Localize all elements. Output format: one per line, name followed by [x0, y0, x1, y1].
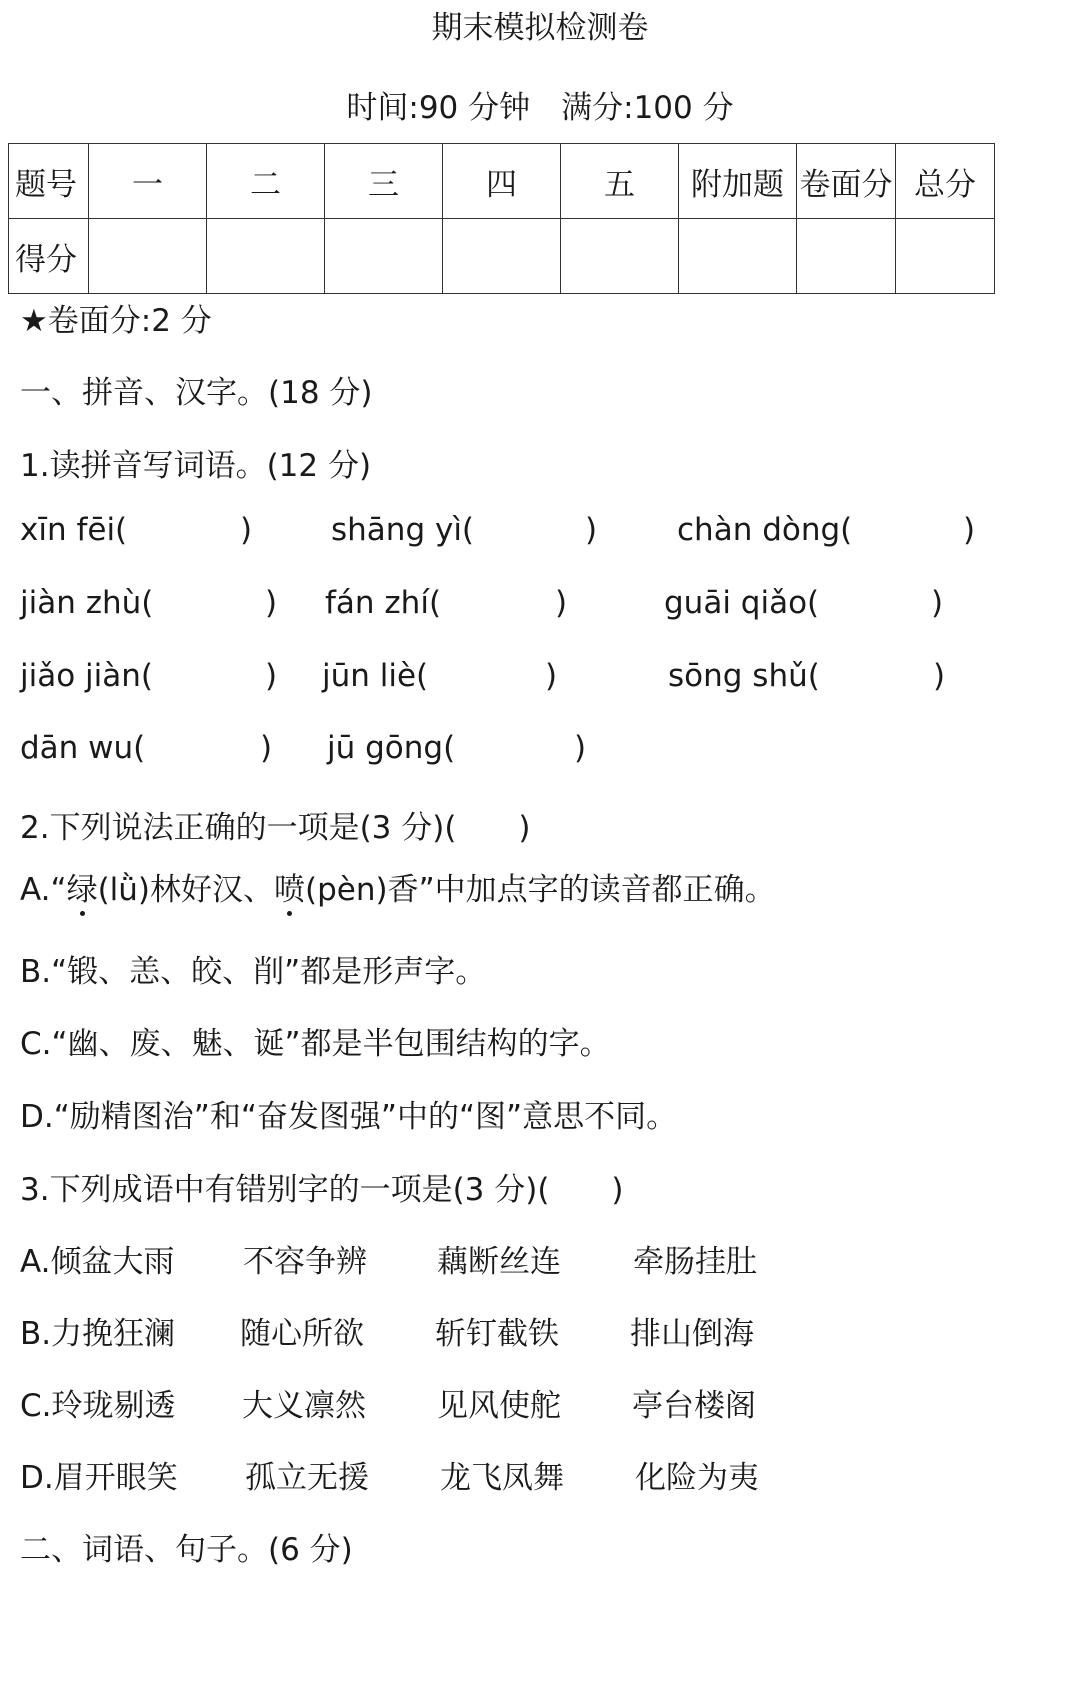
score-table	[8, 143, 1080, 294]
idiom: 斩钉截铁	[435, 1316, 559, 1352]
exam-info: 时间:90 分钟 满分:100 分	[346, 90, 734, 126]
question-2-option-d: D.“励精图治”和“奋发图强”中的“图”意思不同。	[20, 1099, 678, 1135]
idiom: 亭台楼阁	[632, 1388, 756, 1424]
idiom: 龙飞凤舞	[440, 1460, 564, 1496]
idiom-option: B.力挽狂澜	[20, 1316, 176, 1352]
question-1-title: 1.读拼音写词语。(12 分)	[20, 448, 372, 484]
pinyin-item: fán zhí(	[325, 585, 442, 621]
score-cell[interactable]	[325, 219, 443, 294]
pinyin-item: sōng shǔ(	[668, 658, 820, 694]
pinyin-item: dān wu(	[20, 730, 146, 766]
answer-close-paren: )	[933, 658, 946, 694]
table-header-cell: 总分	[896, 144, 995, 219]
answer-close-paren: )	[240, 512, 253, 548]
dotted-char: 绿	[67, 864, 98, 909]
table-header-cell: 四	[443, 144, 561, 219]
answer-close-paren: )	[963, 512, 976, 548]
score-cell[interactable]	[896, 219, 995, 294]
idiom: 见风使舵	[437, 1388, 561, 1424]
score-cell[interactable]	[679, 219, 797, 294]
answer-close-paren: )	[585, 512, 598, 548]
score-cell[interactable]	[89, 219, 207, 294]
neat-score-note: ★卷面分:2 分	[20, 303, 212, 339]
idiom-option: D.眉开眼笑	[20, 1460, 178, 1496]
score-cell[interactable]	[561, 219, 679, 294]
dotted-char: 喷	[274, 864, 305, 909]
pinyin-item: jū gōng(	[327, 730, 456, 766]
pinyin-item: shāng yì(	[331, 512, 475, 548]
answer-close-paren: )	[574, 730, 587, 766]
answer-close-paren: )	[545, 658, 558, 694]
score-cell[interactable]	[797, 219, 896, 294]
table-header-cell: 题号	[9, 144, 89, 219]
page-title: 期末模拟检测卷	[431, 10, 649, 46]
table-header-cell: 卷面分	[797, 144, 896, 219]
question-2-title: 2.下列说法正确的一项是(3 分)( )	[20, 810, 531, 846]
option-text: (lǜ)林好汉、	[97, 872, 275, 908]
pinyin-item: xīn fēi(	[20, 512, 128, 548]
pinyin-item: guāi qiǎo(	[664, 585, 820, 621]
pinyin-item: jiàn zhù(	[20, 585, 154, 621]
idiom-option: C.玲珑剔透	[20, 1388, 176, 1424]
option-text: (pèn)香”中加点字的读音都正确。	[305, 872, 776, 908]
table-row-label: 得分	[9, 219, 89, 294]
idiom: 化险为夷	[635, 1460, 759, 1496]
idiom: 随心所欲	[240, 1316, 364, 1352]
answer-close-paren: )	[931, 585, 944, 621]
answer-close-paren: )	[265, 658, 278, 694]
answer-close-paren: )	[265, 585, 278, 621]
idiom: 排山倒海	[630, 1316, 754, 1352]
score-cell[interactable]	[443, 219, 561, 294]
question-3-title: 3.下列成语中有错别字的一项是(3 分)( )	[20, 1172, 624, 1208]
score-table-header-row	[9, 144, 1080, 219]
score-table-score-row	[9, 219, 1080, 294]
question-2-option-a	[20, 864, 776, 909]
option-text: A.“	[20, 872, 67, 908]
pinyin-item: jiǎo jiàn(	[20, 658, 154, 694]
table-header-cell: 二	[207, 144, 325, 219]
idiom: 藕断丝连	[437, 1244, 561, 1280]
idiom: 牵肠挂肚	[633, 1244, 757, 1280]
section-2-title: 二、词语、句子。(6 分)	[20, 1532, 353, 1568]
idiom-option: A.倾盆大雨	[20, 1244, 175, 1280]
pinyin-item: jūn liè(	[322, 658, 429, 694]
table-header-cell: 一	[89, 144, 207, 219]
question-2-option-c: C.“幽、废、魅、诞”都是半包围结构的字。	[20, 1026, 611, 1062]
score-cell[interactable]	[207, 219, 325, 294]
idiom: 孤立无援	[245, 1460, 369, 1496]
idiom: 不容争辨	[243, 1244, 367, 1280]
table-header-cell: 五	[561, 144, 679, 219]
section-1-title: 一、拼音、汉字。(18 分)	[20, 375, 373, 411]
table-header-cell: 三	[325, 144, 443, 219]
question-2-option-b: B.“锻、恙、皎、削”都是形声字。	[20, 954, 487, 990]
idiom: 大义凛然	[242, 1388, 366, 1424]
table-header-cell: 附加题	[679, 144, 797, 219]
answer-close-paren: )	[555, 585, 568, 621]
pinyin-item: chàn dòng(	[677, 512, 853, 548]
answer-close-paren: )	[260, 730, 273, 766]
